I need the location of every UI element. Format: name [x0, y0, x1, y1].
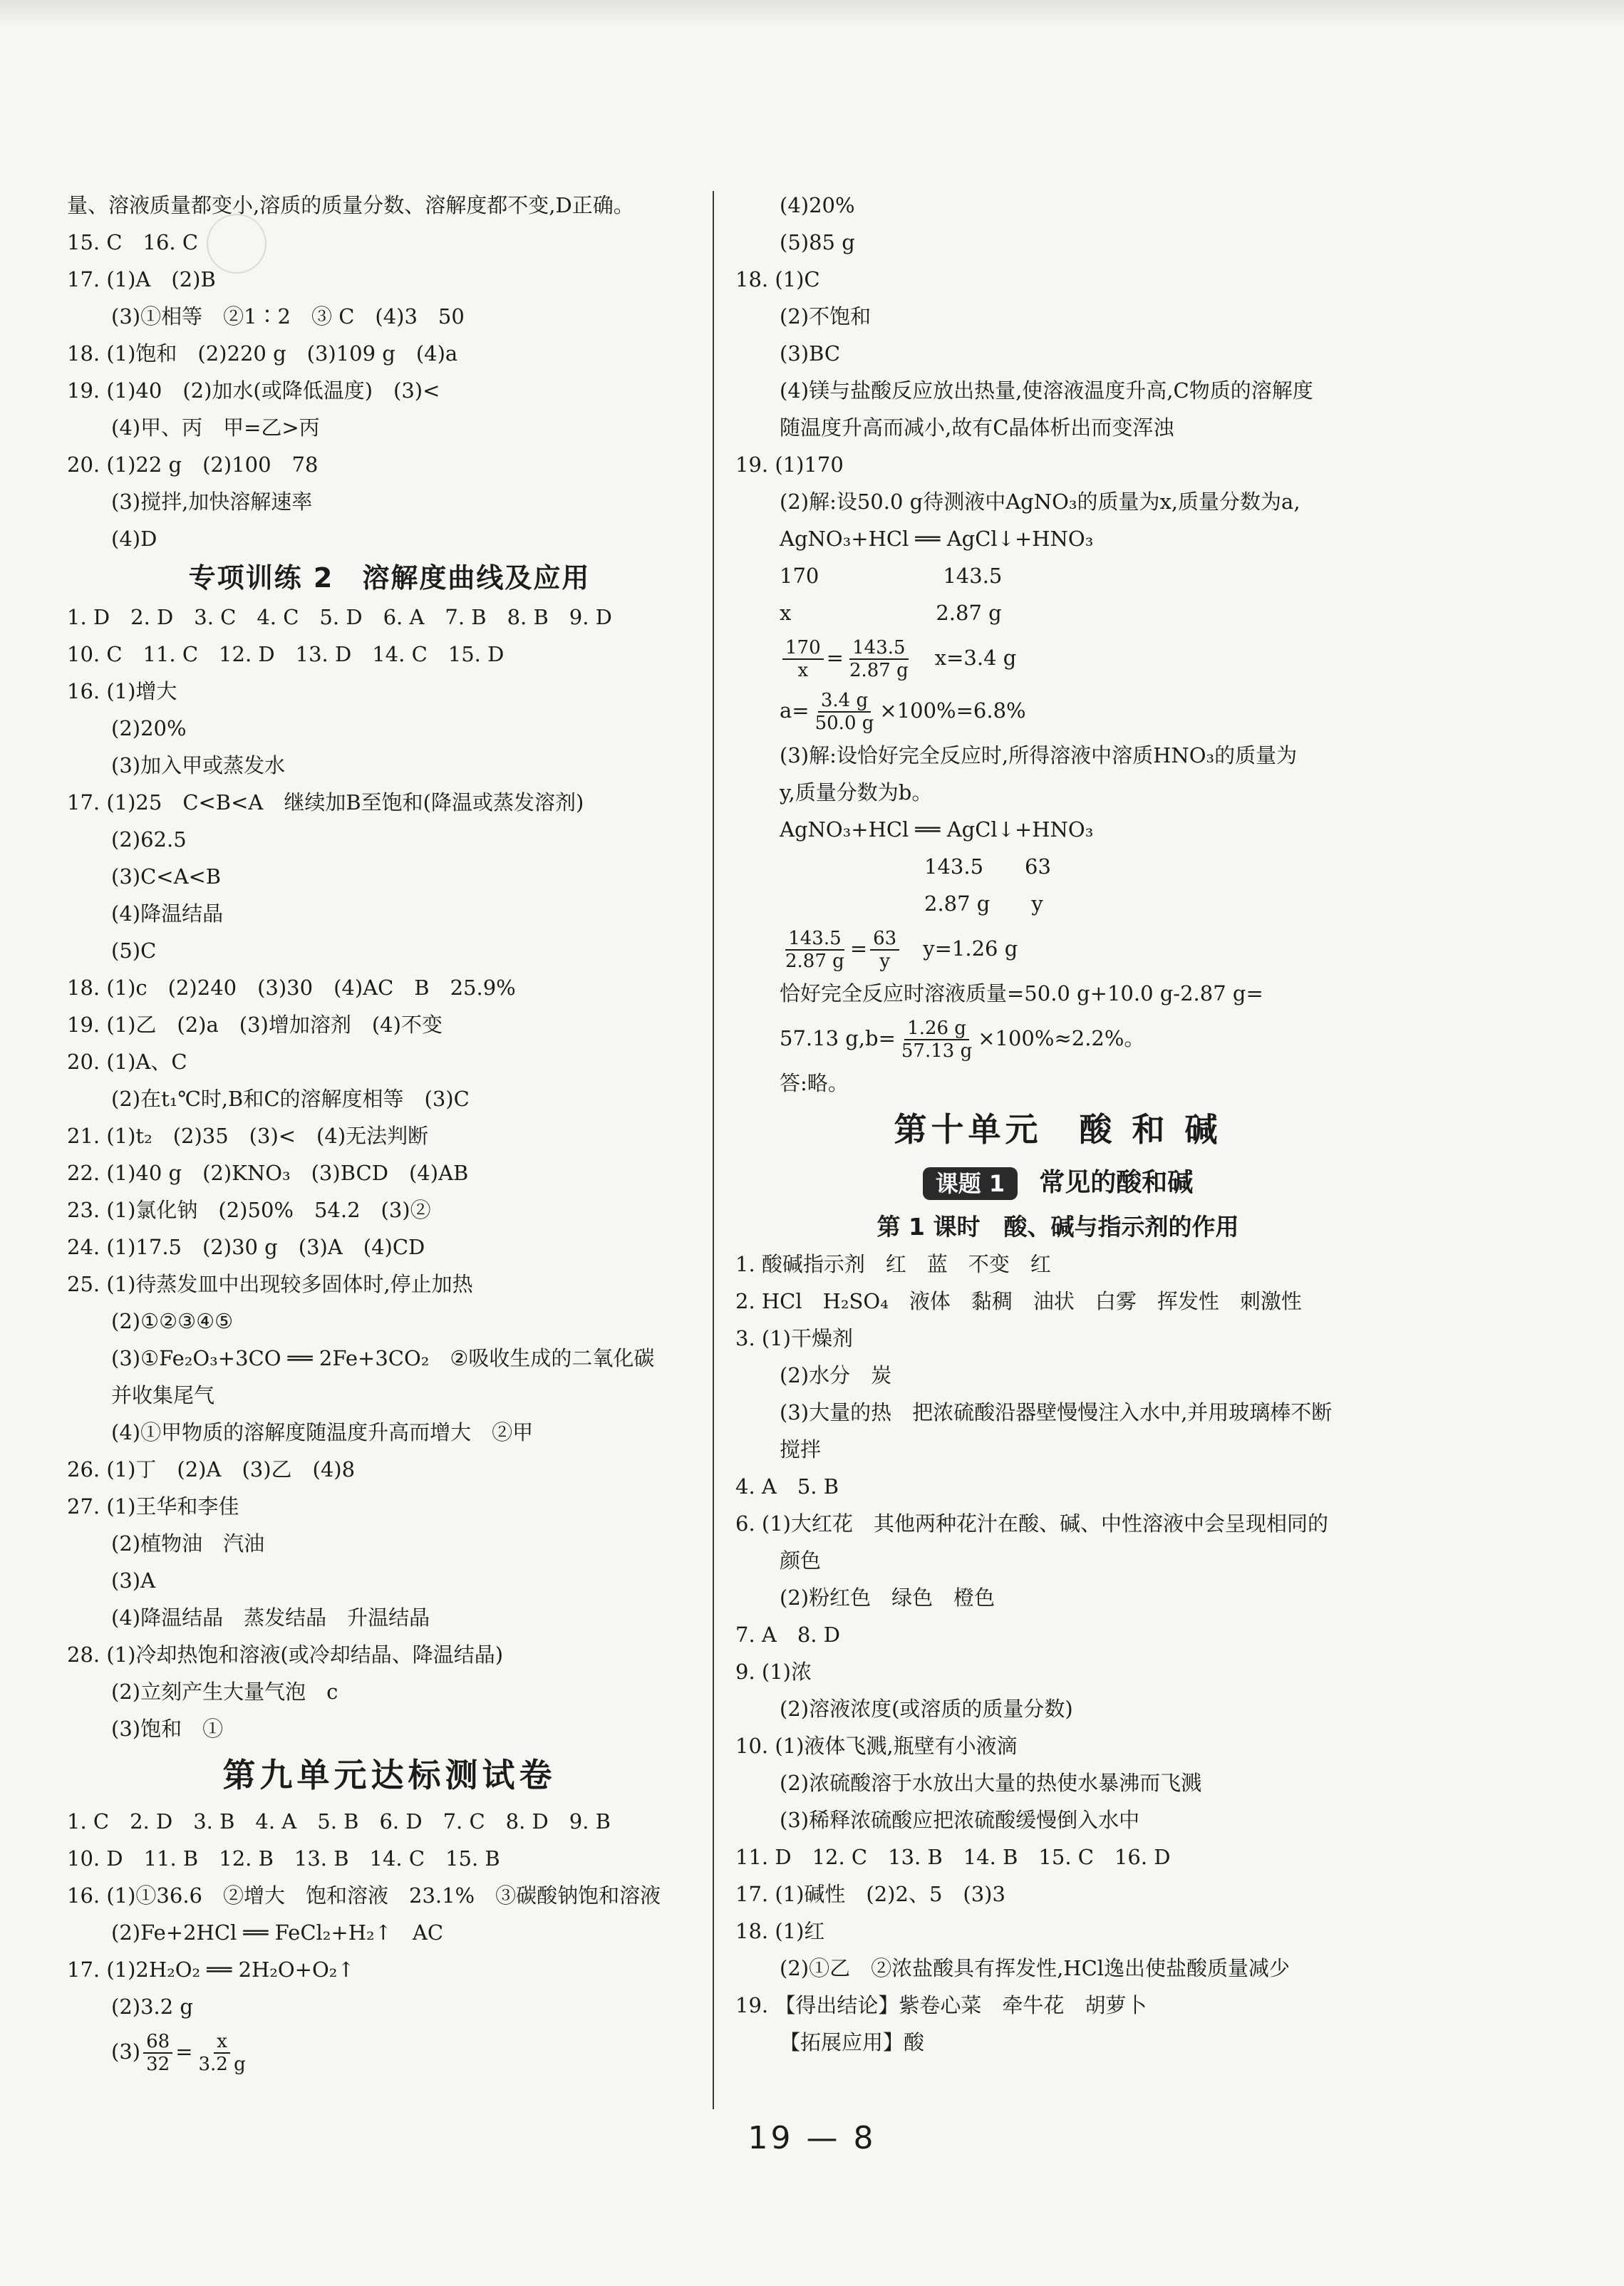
special-training-line: 18. (1)c (2)240 (3)30 (4)AC B 25.9% [67, 976, 516, 1000]
right-answer-line: (2)不饱和 [780, 304, 872, 329]
left-answer-line: (3)①相等 ②1∶2 ③ C (4)3 50 [111, 304, 465, 329]
part3-solution [735, 737, 1380, 922]
unit9-line: 17. (1)2H₂O₂ ══ 2H₂O+O₂↑ [67, 1957, 355, 1982]
lesson-answer-line: 2. HCl H₂SO₄ 液体 黏稠 油状 白雾 挥发性 刺激性 [735, 1289, 1302, 1313]
left-answer-line: 20. (1)22 g (2)100 78 [67, 452, 319, 477]
special-training-line: (2)植物油 汽油 [111, 1531, 265, 1556]
scan-shadow [0, 0, 1624, 29]
special-training-line: (3)①Fe₂O₃+3CO ══ 2Fe+3CO₂ ②吸收生成的二氧化碳 [111, 1346, 655, 1370]
right-answer-line: AgNO₃+HCl ══ AgCl↓+HNO₃ [780, 527, 1094, 551]
left-answer-line: (4)D [111, 527, 157, 551]
lesson-answer-line: 18. (1)红 [735, 1919, 825, 1943]
right-answer-line: x 2.87 g [780, 601, 1002, 625]
special-training-line: (3)C<A<B [111, 864, 222, 889]
special-training-line: 1. D 2. D 3. C 4. C 5. D 6. A 7. B 8. B 9. D [67, 605, 612, 629]
right-column [735, 187, 1380, 2061]
left-answer-line: 量、溶液质量都变小,溶质的质量分数、溶解度都不变,D正确。 [67, 193, 634, 217]
special-training-line: (4)降温结晶 [111, 901, 224, 926]
unit9-test-title: 第九单元达标测试卷 [222, 1756, 557, 1794]
lesson-answer-line: 颜色 [780, 1548, 822, 1573]
special-training-line: 26. (1)丁 (2)A (3)乙 (4)8 [67, 1457, 356, 1481]
special-training-line: 17. (1)25 C<B<A 继续加B至饱和(降温或蒸发溶剂) [67, 790, 584, 814]
right-answer-line: 随温度升高而减小,故有C晶体析出而变浑浊 [780, 415, 1174, 440]
special-training-answers [67, 599, 712, 1747]
special-training-line: (2)①②③④⑤ [111, 1309, 234, 1333]
page-number: 19 — 8 [748, 2120, 876, 2156]
lesson-answer-line: 10. (1)液体飞溅,瓶壁有小液滴 [735, 1734, 1018, 1758]
special-training-line: (2)20% [111, 716, 187, 740]
lesson-header [735, 1157, 1380, 1209]
right-answer-line: (3)BC [780, 341, 841, 366]
lesson-answer-line: 3. (1)干燥剂 [735, 1326, 853, 1350]
column-divider [713, 191, 714, 2109]
special-training-line: (2)在t₁℃时,B和C的溶解度相等 (3)C [111, 1087, 470, 1111]
unit10-title: 第十单元 酸 和 碱 [894, 1110, 1222, 1149]
lesson-answer-line: 7. A 8. D [735, 1623, 840, 1647]
right-answer-line: (4)镁与盐酸反应放出热量,使溶液温度升高,C物质的溶解度 [780, 378, 1313, 403]
lesson-answer-line: (2)①乙 ②浓盐酸具有挥发性,HCl逸出使盐酸质量减少 [780, 1956, 1291, 1980]
unit9-line: 10. D 11. B 12. B 13. B 14. C 15. B [67, 1846, 500, 1871]
special-training-line: 25. (1)待蒸发皿中出现较多固体时,停止加热 [67, 1272, 473, 1296]
ratio-equation: (3) $\frac{68}{32}$ = $\frac{x}{3.2 g}$ [111, 2031, 246, 2075]
special-training-line: 27. (1)王华和李佳 [67, 1494, 239, 1519]
special-training-line: 28. (1)冷却热饱和溶液(或冷却结晶、降温结晶) [67, 1643, 504, 1667]
left-answer-line: 18. (1)饱和 (2)220 g (3)109 g (4)a [67, 341, 458, 366]
equation-1: $\frac{170}{x}$ = $\frac{143.5}{2.87 g}$ x=3.4 g [735, 631, 1380, 684]
special-training-line: (2)立刻产生大量气泡 c [111, 1680, 338, 1704]
lesson-answer-line: (2)溶液浓度(或溶质的质量分数) [780, 1697, 1073, 1721]
right-top-answers [735, 187, 1380, 631]
lesson-answer-line: 4. A 5. B [735, 1474, 839, 1499]
part3-line: 2.87 g y [780, 891, 1043, 916]
lesson-answer-line: (3)稀释浓硫酸应把浓硫酸缓慢倒入水中 [780, 1808, 1140, 1832]
left-answer-line: 17. (1)A (2)B [67, 267, 216, 291]
period-title: 第 1 课时 酸、碱与指示剂的作用 [876, 1213, 1239, 1241]
special-training-line: 22. (1)40 g (2)KNO₃ (3)BCD (4)AB [67, 1161, 469, 1185]
lesson-answer-line: (2)浓硫酸溶于水放出大量的热使水暴沸而飞溅 [780, 1771, 1202, 1795]
special-training-line: (3)饱和 ① [111, 1717, 224, 1741]
lesson-title: 常见的酸和碱 [1039, 1168, 1194, 1197]
lesson-answer-line: 1. 酸碱指示剂 红 蓝 不变 红 [735, 1252, 1051, 1276]
right-answer-line: (2)解:设50.0 g待测液中AgNO₃的质量为x,质量分数为a, [780, 490, 1300, 514]
left-top-answers [67, 187, 712, 557]
right-answer-line: 18. (1)C [735, 267, 820, 291]
special-training-line: (3)加入甲或蒸发水 [111, 753, 286, 777]
section-title-special-training-2: 专项训练 2 溶解度曲线及应用 [188, 562, 591, 594]
right-answer-line: 19. (1)170 [735, 452, 844, 477]
equation-3: $\frac{143.5}{2.87 g}$ = $\frac{63}{y}$ y=1.26 g [785, 928, 1018, 972]
lesson-answer-line: 19. 【得出结论】紫卷心菜 牵牛花 胡萝卜 [735, 1993, 1147, 2017]
equation-2: a= $\frac{3.4 g}{50.0 g}$ ×100%=6.8% [780, 690, 1026, 734]
lesson-answer-line: 6. (1)大红花 其他两种花汁在酸、碱、中性溶液中会呈现相同的 [735, 1511, 1328, 1536]
lesson-answer-line: 【拓展应用】酸 [780, 2030, 925, 2054]
answer-omitted: 答:略。 [780, 1071, 849, 1095]
left-answer-line: 19. (1)40 (2)加水(或降低温度) (3)< [67, 378, 440, 403]
special-training-line: (4)①甲物质的溶解度随温度升高而增大 ②甲 [111, 1420, 534, 1444]
special-training-line: 19. (1)乙 (2)a (3)增加溶剂 (4)不变 [67, 1013, 443, 1037]
special-training-line: (3)A [111, 1568, 156, 1593]
special-training-line: 24. (1)17.5 (2)30 g (3)A (4)CD [67, 1235, 425, 1259]
lesson-answer-line: 9. (1)浓 [735, 1660, 812, 1684]
lesson-answers [735, 1246, 1380, 2061]
left-answer-line: (4)甲、丙 甲=乙>丙 [111, 415, 320, 440]
part3-line: y,质量分数为b。 [780, 780, 933, 805]
lesson-answer-line: 搅拌 [780, 1437, 822, 1462]
lesson-badge: 课题 1 [923, 1167, 1018, 1200]
part3-line: AgNO₃+HCl ══ AgCl↓+HNO₃ [780, 817, 1094, 842]
special-training-line: 并收集尾气 [111, 1383, 215, 1407]
left-column [67, 187, 712, 2078]
special-training-line: 20. (1)A、C [67, 1050, 187, 1074]
lesson-answer-line: (2)水分 炭 [780, 1363, 892, 1387]
left-answer-line: 15. C 16. C [67, 230, 199, 254]
special-training-line: 16. (1)增大 [67, 679, 177, 703]
unit9-line: 1. C 2. D 3. B 4. A 5. B 6. D 7. C 8. D 9. B [67, 1809, 611, 1834]
right-answer-line: (4)20% [780, 193, 855, 217]
right-answer-line: (5)85 g [780, 230, 855, 254]
special-training-line: 23. (1)氯化钠 (2)50% 54.2 (3)② [67, 1198, 431, 1222]
special-training-line: 21. (1)t₂ (2)35 (3)< (4)无法判断 [67, 1124, 429, 1148]
special-training-line: (5)C [111, 938, 157, 963]
part3-line: 143.5 63 [780, 854, 1051, 879]
unit9-line: (2)Fe+2HCl ══ FeCl₂+H₂↑ AC [111, 1920, 444, 1945]
unit9-line: 16. (1)①36.6 ②增大 饱和溶液 23.1% ③碳酸钠饱和溶液 [67, 1883, 661, 1908]
lesson-answer-line: 11. D 12. C 13. B 14. B 15. C 16. D [735, 1845, 1171, 1869]
unit9-line: (2)3.2 g [111, 1995, 193, 2019]
special-training-line: (2)62.5 [111, 827, 187, 852]
unit9-test-answers [67, 1803, 712, 2025]
special-training-line: 10. C 11. C 12. D 13. D 14. C 15. D [67, 642, 505, 666]
equation-4: 57.13 g,b= $\frac{1.26 g}{57.13 g}$ ×100%≈2.2%。 [780, 1018, 1145, 1062]
part3-line: (3)解:设恰好完全反应时,所得溶液中溶质HNO₃的质量为 [780, 743, 1298, 767]
right-answer-line: 170 143.5 [780, 564, 1003, 588]
solution-mass-line: 恰好完全反应时溶液质量=50.0 g+10.0 g-2.87 g= [780, 981, 1263, 1005]
special-training-line: (4)降温结晶 蒸发结晶 升温结晶 [111, 1605, 430, 1630]
lesson-answer-line: (2)粉红色 绿色 橙色 [780, 1586, 995, 1610]
lesson-answer-line: (3)大量的热 把浓硫酸沿器壁慢慢注入水中,并用玻璃棒不断 [780, 1400, 1333, 1424]
lesson-answer-line: 17. (1)碱性 (2)2、5 (3)3 [735, 1882, 1005, 1906]
left-answer-line: (3)搅拌,加快溶解速率 [111, 490, 313, 514]
